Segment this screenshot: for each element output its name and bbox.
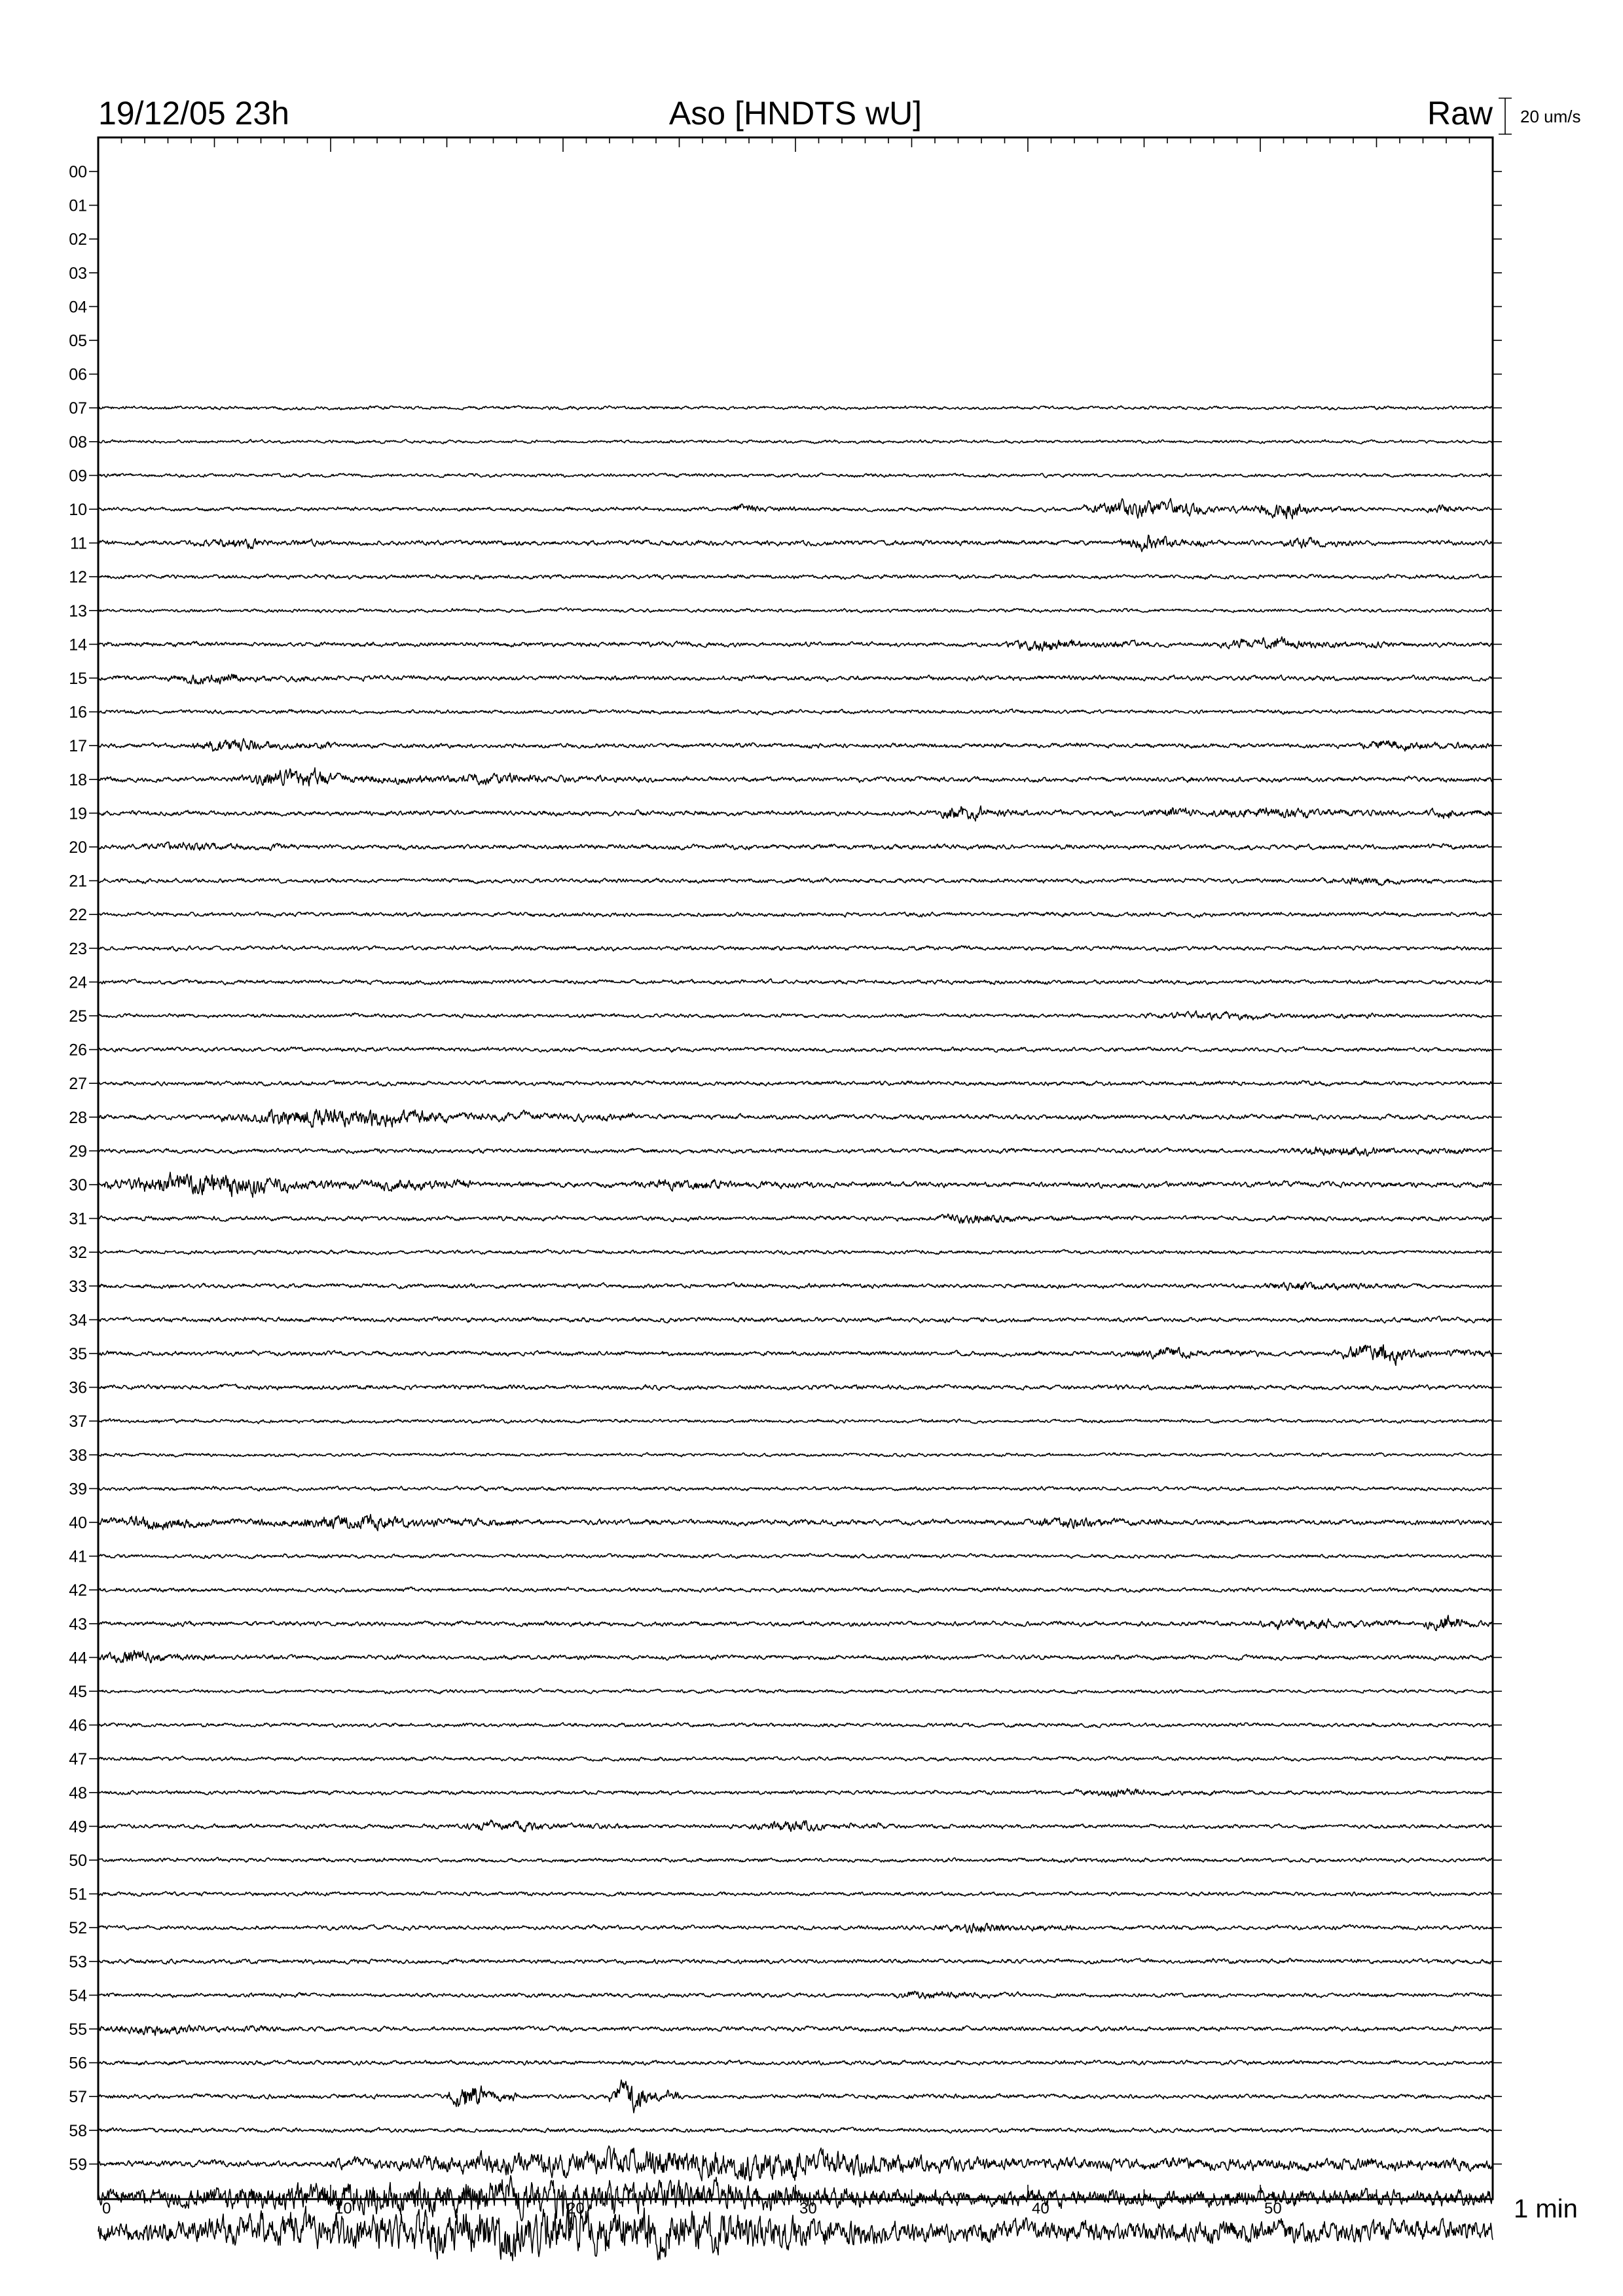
row-label: 07: [69, 399, 87, 418]
trace-33: [98, 1282, 1493, 1290]
trace-37: [98, 1419, 1493, 1424]
trace-28: [98, 1109, 1493, 1127]
row-label: 51: [69, 1885, 87, 1904]
row-label: 59: [69, 2155, 87, 2174]
row-label: 00: [69, 163, 87, 181]
trace-39: [98, 1486, 1493, 1492]
row-labels: [69, 163, 87, 2174]
row-label: 28: [69, 1108, 87, 1127]
chart-title: Aso [HNDTS wU]: [668, 95, 922, 132]
trace-55: [98, 2025, 1493, 2036]
trace-30: [98, 1172, 1493, 1197]
row-label: 17: [69, 737, 87, 756]
row-label: 57: [69, 2088, 87, 2107]
x-tick-label: 0: [102, 2200, 111, 2217]
row-label: 19: [69, 804, 87, 823]
trace-50: [98, 1857, 1493, 1863]
mode-label: Raw: [1427, 95, 1493, 132]
trace-47: [98, 1756, 1493, 1761]
row-label: 41: [69, 1547, 87, 1566]
row-label: 06: [69, 365, 87, 384]
row-label: 22: [69, 906, 87, 925]
row-label: 52: [69, 1919, 87, 1938]
trace-overflow-53: [98, 2176, 1493, 2229]
row-label: 05: [69, 332, 87, 350]
minute-ticks: [89, 137, 1502, 2199]
trace-17: [98, 738, 1493, 751]
row-label: 43: [69, 1615, 87, 1634]
row-label: 42: [69, 1581, 87, 1600]
row-label: 58: [69, 2121, 87, 2140]
x-tick-label: 20: [567, 2200, 585, 2217]
row-label: 04: [69, 298, 87, 317]
seismic-traces: [98, 406, 1493, 2261]
amplitude-scale-label: 20 um/s: [1520, 107, 1581, 126]
trace-27: [98, 1081, 1493, 1086]
trace-58: [98, 2127, 1493, 2133]
row-label: 31: [69, 1210, 87, 1229]
trace-25: [98, 1011, 1493, 1020]
trace-09: [98, 473, 1493, 478]
trace-56: [98, 2060, 1493, 2066]
row-label: 30: [69, 1176, 87, 1194]
trace-29: [98, 1147, 1493, 1157]
row-label: 33: [69, 1277, 87, 1296]
row-label: 03: [69, 264, 87, 283]
trace-48: [98, 1789, 1493, 1797]
row-label: 39: [69, 1480, 87, 1499]
row-label: 09: [69, 467, 87, 486]
plot-frame: [98, 137, 1493, 2199]
x-tick-label: 30: [799, 2200, 817, 2217]
trace-34: [98, 1316, 1493, 1323]
trace-43: [98, 1615, 1493, 1630]
x-tick-label: 10: [335, 2200, 352, 2217]
row-label: 26: [69, 1041, 87, 1060]
row-label: 29: [69, 1142, 87, 1161]
trace-45: [98, 1689, 1493, 1694]
trace-53: [98, 1958, 1493, 1964]
row-label: 32: [69, 1244, 87, 1263]
row-label: 02: [69, 230, 87, 249]
row-label: 46: [69, 1716, 87, 1735]
trace-10: [98, 499, 1493, 519]
row-label: 36: [69, 1378, 87, 1397]
trace-40: [98, 1515, 1493, 1531]
trace-51: [98, 1892, 1493, 1896]
row-label: 13: [69, 601, 87, 620]
trace-41: [98, 1553, 1493, 1558]
row-label: 23: [69, 939, 87, 958]
trace-54: [98, 1991, 1493, 1999]
row-label: 54: [69, 1986, 87, 2005]
row-label: 55: [69, 2020, 87, 2039]
trace-35: [98, 1345, 1493, 1366]
trace-36: [98, 1384, 1493, 1391]
trace-32: [98, 1249, 1493, 1255]
trace-19: [98, 806, 1493, 821]
row-label: 21: [69, 872, 87, 891]
x-tick-label: 40: [1032, 2200, 1049, 2217]
trace-31: [98, 1214, 1493, 1223]
x-tick-label: 50: [1264, 2200, 1282, 2217]
row-label: 49: [69, 1818, 87, 1837]
row-label: 50: [69, 1852, 87, 1870]
trace-21: [98, 878, 1493, 886]
x-axis-unit-label: 1 min: [1514, 2195, 1578, 2223]
row-label: 08: [69, 433, 87, 452]
trace-11: [98, 535, 1493, 552]
trace-23: [98, 945, 1493, 951]
row-label: 01: [69, 196, 87, 215]
row-label: 47: [69, 1750, 87, 1769]
row-label: 53: [69, 1952, 87, 1971]
datetime-label: 19/12/05 23h: [98, 95, 289, 132]
row-label: 16: [69, 703, 87, 722]
trace-52: [98, 1924, 1493, 1933]
trace-26: [98, 1047, 1493, 1052]
trace-59: [98, 2146, 1493, 2181]
row-label: 48: [69, 1784, 87, 1803]
row-label: 11: [70, 534, 87, 553]
row-label: 24: [69, 973, 87, 992]
trace-46: [98, 1723, 1493, 1728]
trace-12: [98, 574, 1493, 579]
trace-57: [98, 2080, 1493, 2113]
row-label: 56: [69, 2054, 87, 2073]
trace-42: [98, 1587, 1493, 1593]
trace-14: [98, 637, 1493, 651]
trace-overflow-54: [98, 2206, 1493, 2261]
trace-24: [98, 979, 1493, 985]
trace-16: [98, 709, 1493, 715]
row-label: 20: [69, 838, 87, 857]
trace-44: [98, 1651, 1493, 1663]
row-label: 34: [69, 1311, 87, 1330]
row-label: 45: [69, 1683, 87, 1701]
row-label: 15: [69, 670, 87, 688]
row-label: 44: [69, 1649, 87, 1668]
row-label: 27: [69, 1075, 87, 1094]
row-label: 12: [69, 568, 87, 587]
trace-07: [98, 406, 1493, 410]
row-label: 18: [69, 770, 87, 789]
trace-08: [98, 439, 1493, 444]
trace-18: [98, 768, 1493, 786]
row-label: 40: [69, 1514, 87, 1532]
row-label: 14: [69, 636, 87, 655]
row-label: 10: [69, 501, 87, 519]
trace-15: [98, 674, 1493, 684]
row-label: 35: [69, 1345, 87, 1363]
trace-49: [98, 1820, 1493, 1832]
row-label: 37: [69, 1412, 87, 1431]
trace-13: [98, 607, 1493, 613]
trace-22: [98, 912, 1493, 918]
amplitude-scale-bar: [1499, 98, 1512, 134]
row-label: 38: [69, 1446, 87, 1465]
row-label: 25: [69, 1007, 87, 1026]
trace-38: [98, 1453, 1493, 1457]
trace-20: [98, 842, 1493, 851]
